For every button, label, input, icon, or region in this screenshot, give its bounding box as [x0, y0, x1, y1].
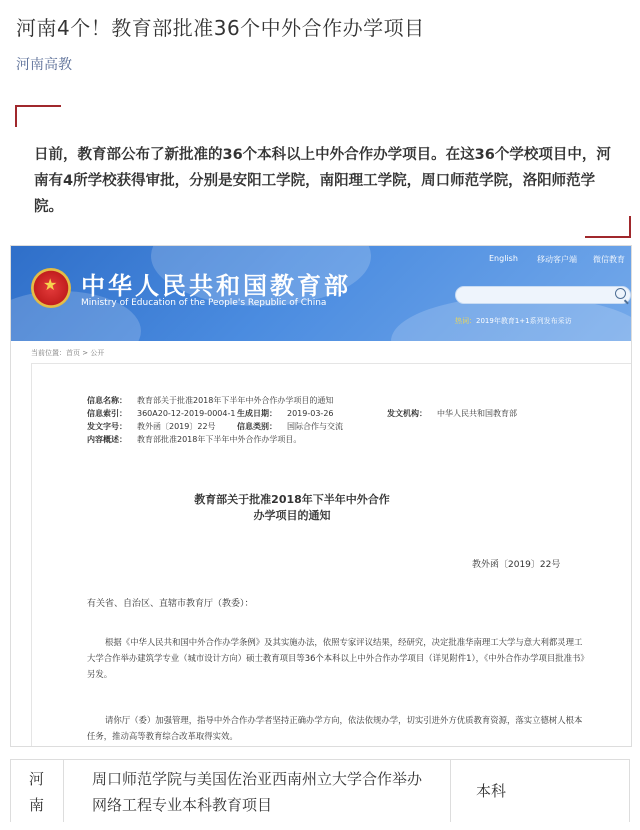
hot-words	[455, 316, 572, 326]
breadcrumb: 当前位置：首页 > 公开	[31, 349, 105, 357]
cell-province: 河南	[29, 770, 45, 814]
project-table	[10, 759, 630, 830]
site-banner	[11, 246, 631, 341]
meta-org: 中华人民共和国教育部	[437, 409, 517, 418]
search-icon[interactable]	[615, 288, 626, 299]
search-input[interactable]	[455, 286, 631, 304]
notice-title	[122, 492, 462, 524]
meta-cat-label: 信息类别：	[237, 422, 277, 431]
link-english[interactable]: English	[489, 254, 518, 263]
article-title: 河南4个！教育部批准36个中外合作办学项目	[16, 16, 425, 40]
cell-project: 周口师范学院与美国佐治亚西南州立大学合作举办网络工程专业本科教育项目	[92, 770, 423, 814]
meta-cat: 国际合作与交流	[287, 422, 343, 431]
hot-label: 热词：	[455, 317, 476, 325]
author-link[interactable]: 河南高教	[16, 57, 72, 73]
meta-summary: 教育部批准2018年下半年中外合作办学项目。	[137, 435, 302, 444]
site-name-cn[interactable]: 中华人民共和国教育部	[81, 272, 351, 300]
meta-date: 2019-03-26	[287, 409, 334, 418]
notice-title-line1: 教育部关于批准2018年下半年中外合作	[194, 493, 390, 506]
meta-name: 教育部关于批准2018年下半年中外合作办学项目的通知	[137, 396, 334, 405]
link-wechat[interactable]: 微信教育	[593, 255, 625, 264]
meta-index-label: 信息索引：	[87, 409, 127, 418]
meta-docno-label: 发文字号：	[87, 422, 127, 431]
top-links	[471, 254, 631, 268]
meta-summary-label: 内容概述：	[87, 435, 127, 444]
meta-org-label: 发文机构：	[387, 409, 427, 418]
meta-name-label: 信息名称：	[87, 396, 127, 405]
meta-index: 360A20-12-2019-0004-1	[137, 409, 236, 418]
cell-level: 本科	[476, 782, 507, 800]
quote-corner-bottom-right	[585, 216, 631, 238]
notice-panel	[31, 363, 632, 747]
addressee: 有关省、自治区、直辖市教育厅（教委）：	[87, 599, 254, 609]
link-mobile[interactable]: 移动客户端	[537, 255, 577, 264]
notice-title-line2: 办学项目的通知	[253, 509, 331, 522]
meta-docno: 教外函〔2019〕22号	[137, 422, 216, 431]
site-name-en: Ministry of Education of the People's Republic of China	[81, 298, 327, 308]
quote-corner-top-left	[15, 105, 61, 127]
notice-paragraph-1: 根据《中华人民共和国中外合作办学条例》及其实施办法，依照专家评议结果，经研究，决定批准华南理工大学与意大利都灵理工大学合作举办建筑学专业（城市设计方向）硕士教育项目等36个本科以上中外合作办学项目（详见附件1），《中外合作办学项目批准书》另发。	[87, 637, 585, 679]
meta-date-label: 生成日期：	[237, 409, 277, 418]
hot-link[interactable]: 2019年教育1+1系列发布采访	[476, 317, 572, 325]
lead-paragraph: 日前，教育部公布了新批准的36个本科以上中外合作办学项目。在这36个学校项目中，河南有4所学校获得审批，分别是安阳工学院，南阳理工学院，周口师范学院，洛阳师范学院。	[34, 147, 611, 215]
notice-paragraph-2: 请你厅（委）加强管理，指导中外合作办学者坚持正确办学方向，依法依规办学，切实引进外方优质教育资源，落实立德树人根本任务，推动高等教育综合改革取得实效。	[87, 715, 583, 741]
national-emblem-icon	[31, 268, 71, 308]
document-number: 教外函〔2019〕22号	[472, 560, 561, 570]
embedded-screenshot	[10, 245, 632, 747]
